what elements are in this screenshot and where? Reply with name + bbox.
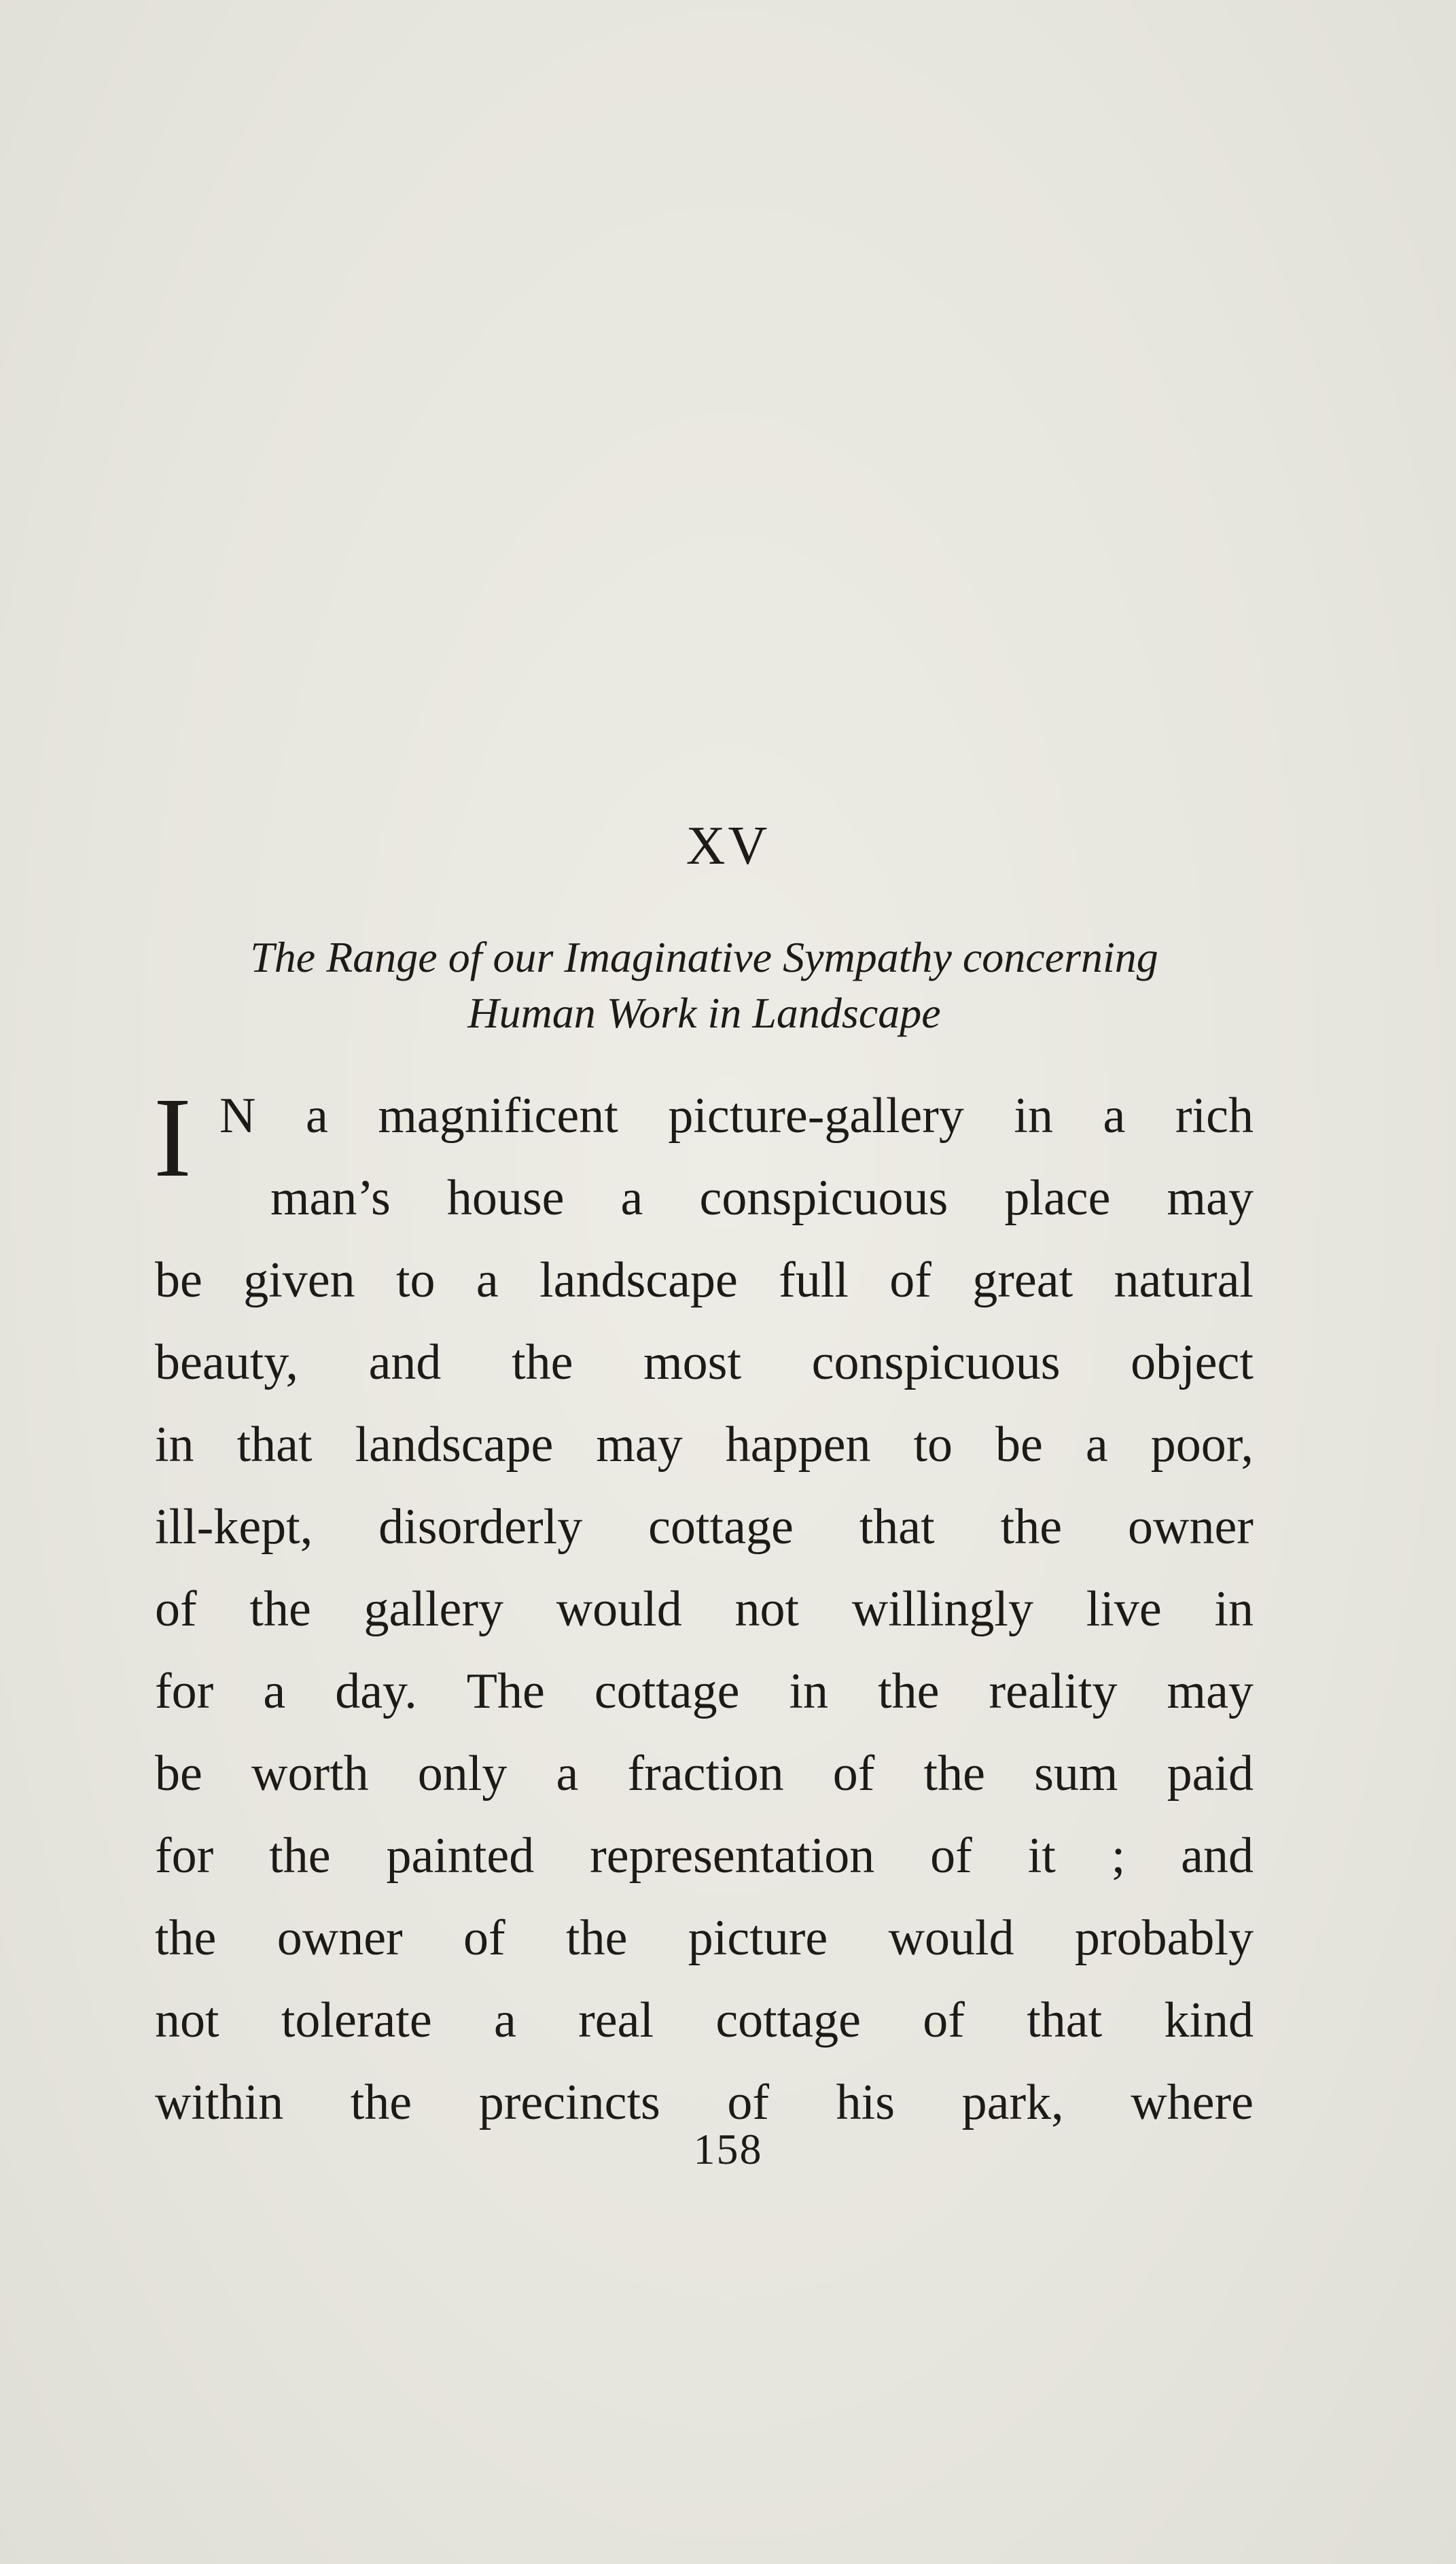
word: may xyxy=(1167,1170,1254,1226)
word: the xyxy=(155,1910,217,1966)
word: ill-kept, xyxy=(155,1499,313,1555)
chapter-title-line-2: Human Work in Landscape xyxy=(467,989,941,1037)
word: day. xyxy=(335,1664,417,1719)
word: for xyxy=(155,1664,214,1719)
word: park, xyxy=(961,2075,1064,2130)
word: and xyxy=(1181,1828,1254,1884)
word: tolerate xyxy=(281,1992,432,2048)
word: a xyxy=(1085,1417,1108,1473)
word: of xyxy=(463,1910,505,1966)
word: to xyxy=(913,1417,953,1473)
text-line xyxy=(155,1486,1254,1568)
word: in xyxy=(789,1664,829,1719)
word: in xyxy=(1214,1581,1254,1637)
word: the xyxy=(1000,1499,1063,1555)
drop-cap-container xyxy=(154,1074,250,1201)
word: a xyxy=(493,1992,516,2048)
word: owner xyxy=(1128,1499,1254,1555)
text-line xyxy=(155,1568,1254,1651)
word: worth xyxy=(251,1746,369,1802)
word: reality xyxy=(989,1664,1118,1719)
word: probably xyxy=(1074,1910,1254,1966)
text-line xyxy=(155,1157,1254,1240)
word: object xyxy=(1131,1335,1254,1390)
text-line xyxy=(155,1980,1254,2062)
word: of xyxy=(889,1252,931,1308)
word: the xyxy=(878,1664,940,1719)
word: not xyxy=(155,1992,219,2048)
word: cottage xyxy=(715,1992,861,2048)
word: would xyxy=(556,1581,682,1637)
word: happen xyxy=(725,1417,871,1473)
word: landscape xyxy=(355,1417,554,1473)
word: paid xyxy=(1167,1746,1254,1802)
text-line xyxy=(155,1815,1254,1897)
word: most xyxy=(643,1335,742,1390)
word: in xyxy=(155,1417,194,1473)
word: landscape xyxy=(539,1252,738,1308)
word: that xyxy=(236,1417,313,1473)
word: disorderly xyxy=(378,1499,583,1555)
word: cottage xyxy=(594,1664,740,1719)
word: a xyxy=(476,1252,499,1308)
drop-cap: I xyxy=(154,1074,192,1201)
page-number: 158 xyxy=(693,2125,763,2173)
word: real xyxy=(578,1992,654,2048)
word: the xyxy=(512,1335,573,1390)
word: would xyxy=(888,1910,1014,1966)
word: painted xyxy=(386,1828,535,1884)
word: be xyxy=(155,1746,202,1802)
word: within xyxy=(155,2075,284,2130)
word: man’s xyxy=(270,1170,391,1226)
word: it xyxy=(1027,1828,1056,1884)
word: owner xyxy=(277,1910,403,1966)
word: where xyxy=(1131,2075,1254,2130)
word: of xyxy=(832,1746,875,1802)
word: precincts xyxy=(478,2075,660,2130)
word: only xyxy=(417,1746,508,1802)
word: N xyxy=(219,1088,256,1144)
word: that xyxy=(859,1499,935,1555)
text-line xyxy=(155,1240,1254,1322)
text-line xyxy=(155,1897,1254,1980)
word: a xyxy=(620,1170,643,1226)
chapter-title-line-1: The Range of our Imaginative Sympathy concerning xyxy=(250,933,1158,981)
word: a xyxy=(556,1746,579,1802)
word: the xyxy=(923,1746,985,1802)
word: live xyxy=(1086,1581,1162,1637)
body-text xyxy=(155,1075,1254,2144)
word: given xyxy=(243,1252,355,1308)
word: gallery xyxy=(363,1581,503,1637)
word: may xyxy=(1167,1664,1254,1719)
chapter-title xyxy=(155,930,1254,1041)
text-line xyxy=(155,1322,1254,1404)
word: in xyxy=(1014,1088,1053,1144)
word: ; xyxy=(1111,1828,1126,1884)
word: that xyxy=(1027,1992,1103,2048)
word: fraction xyxy=(627,1746,784,1802)
word: the xyxy=(350,2075,412,2130)
word: the xyxy=(249,1581,311,1637)
word: beauty, xyxy=(155,1335,298,1390)
word: a xyxy=(305,1088,328,1144)
word: place xyxy=(1004,1170,1111,1226)
word: poor, xyxy=(1150,1417,1254,1473)
word: to xyxy=(395,1252,436,1308)
word: of xyxy=(155,1581,197,1637)
word: a xyxy=(1103,1088,1126,1144)
word: magnificent xyxy=(378,1088,618,1144)
word: the xyxy=(269,1828,331,1884)
word: for xyxy=(155,1828,214,1884)
word: natural xyxy=(1114,1252,1254,1308)
text-line xyxy=(155,1733,1254,1815)
word: conspicuous xyxy=(811,1335,1061,1390)
word: house xyxy=(446,1170,565,1226)
word: be xyxy=(995,1417,1043,1473)
word: may xyxy=(596,1417,683,1473)
word: his xyxy=(836,2075,895,2130)
word: a xyxy=(263,1664,286,1719)
word: sum xyxy=(1034,1746,1118,1802)
word: of xyxy=(930,1828,972,1884)
word: picture xyxy=(688,1910,828,1966)
word: conspicuous xyxy=(699,1170,948,1226)
word: representation xyxy=(590,1828,875,1884)
chapter-number: XV xyxy=(686,816,770,876)
text-line xyxy=(155,1651,1254,1733)
text-line xyxy=(155,1404,1254,1486)
word: picture-gallery xyxy=(668,1088,964,1144)
word: The xyxy=(466,1664,545,1719)
word: full xyxy=(779,1252,849,1308)
word: the xyxy=(566,1910,628,1966)
word: kind xyxy=(1164,1992,1254,2048)
word: and xyxy=(368,1335,442,1390)
text-line xyxy=(155,1075,1254,1157)
word: willingly xyxy=(851,1581,1033,1637)
word: not xyxy=(734,1581,800,1637)
word: of xyxy=(727,2075,770,2130)
word: great xyxy=(972,1252,1073,1308)
word: of xyxy=(923,1992,965,2048)
word: cottage xyxy=(648,1499,794,1555)
word: be xyxy=(155,1252,202,1308)
word: rich xyxy=(1175,1088,1254,1144)
